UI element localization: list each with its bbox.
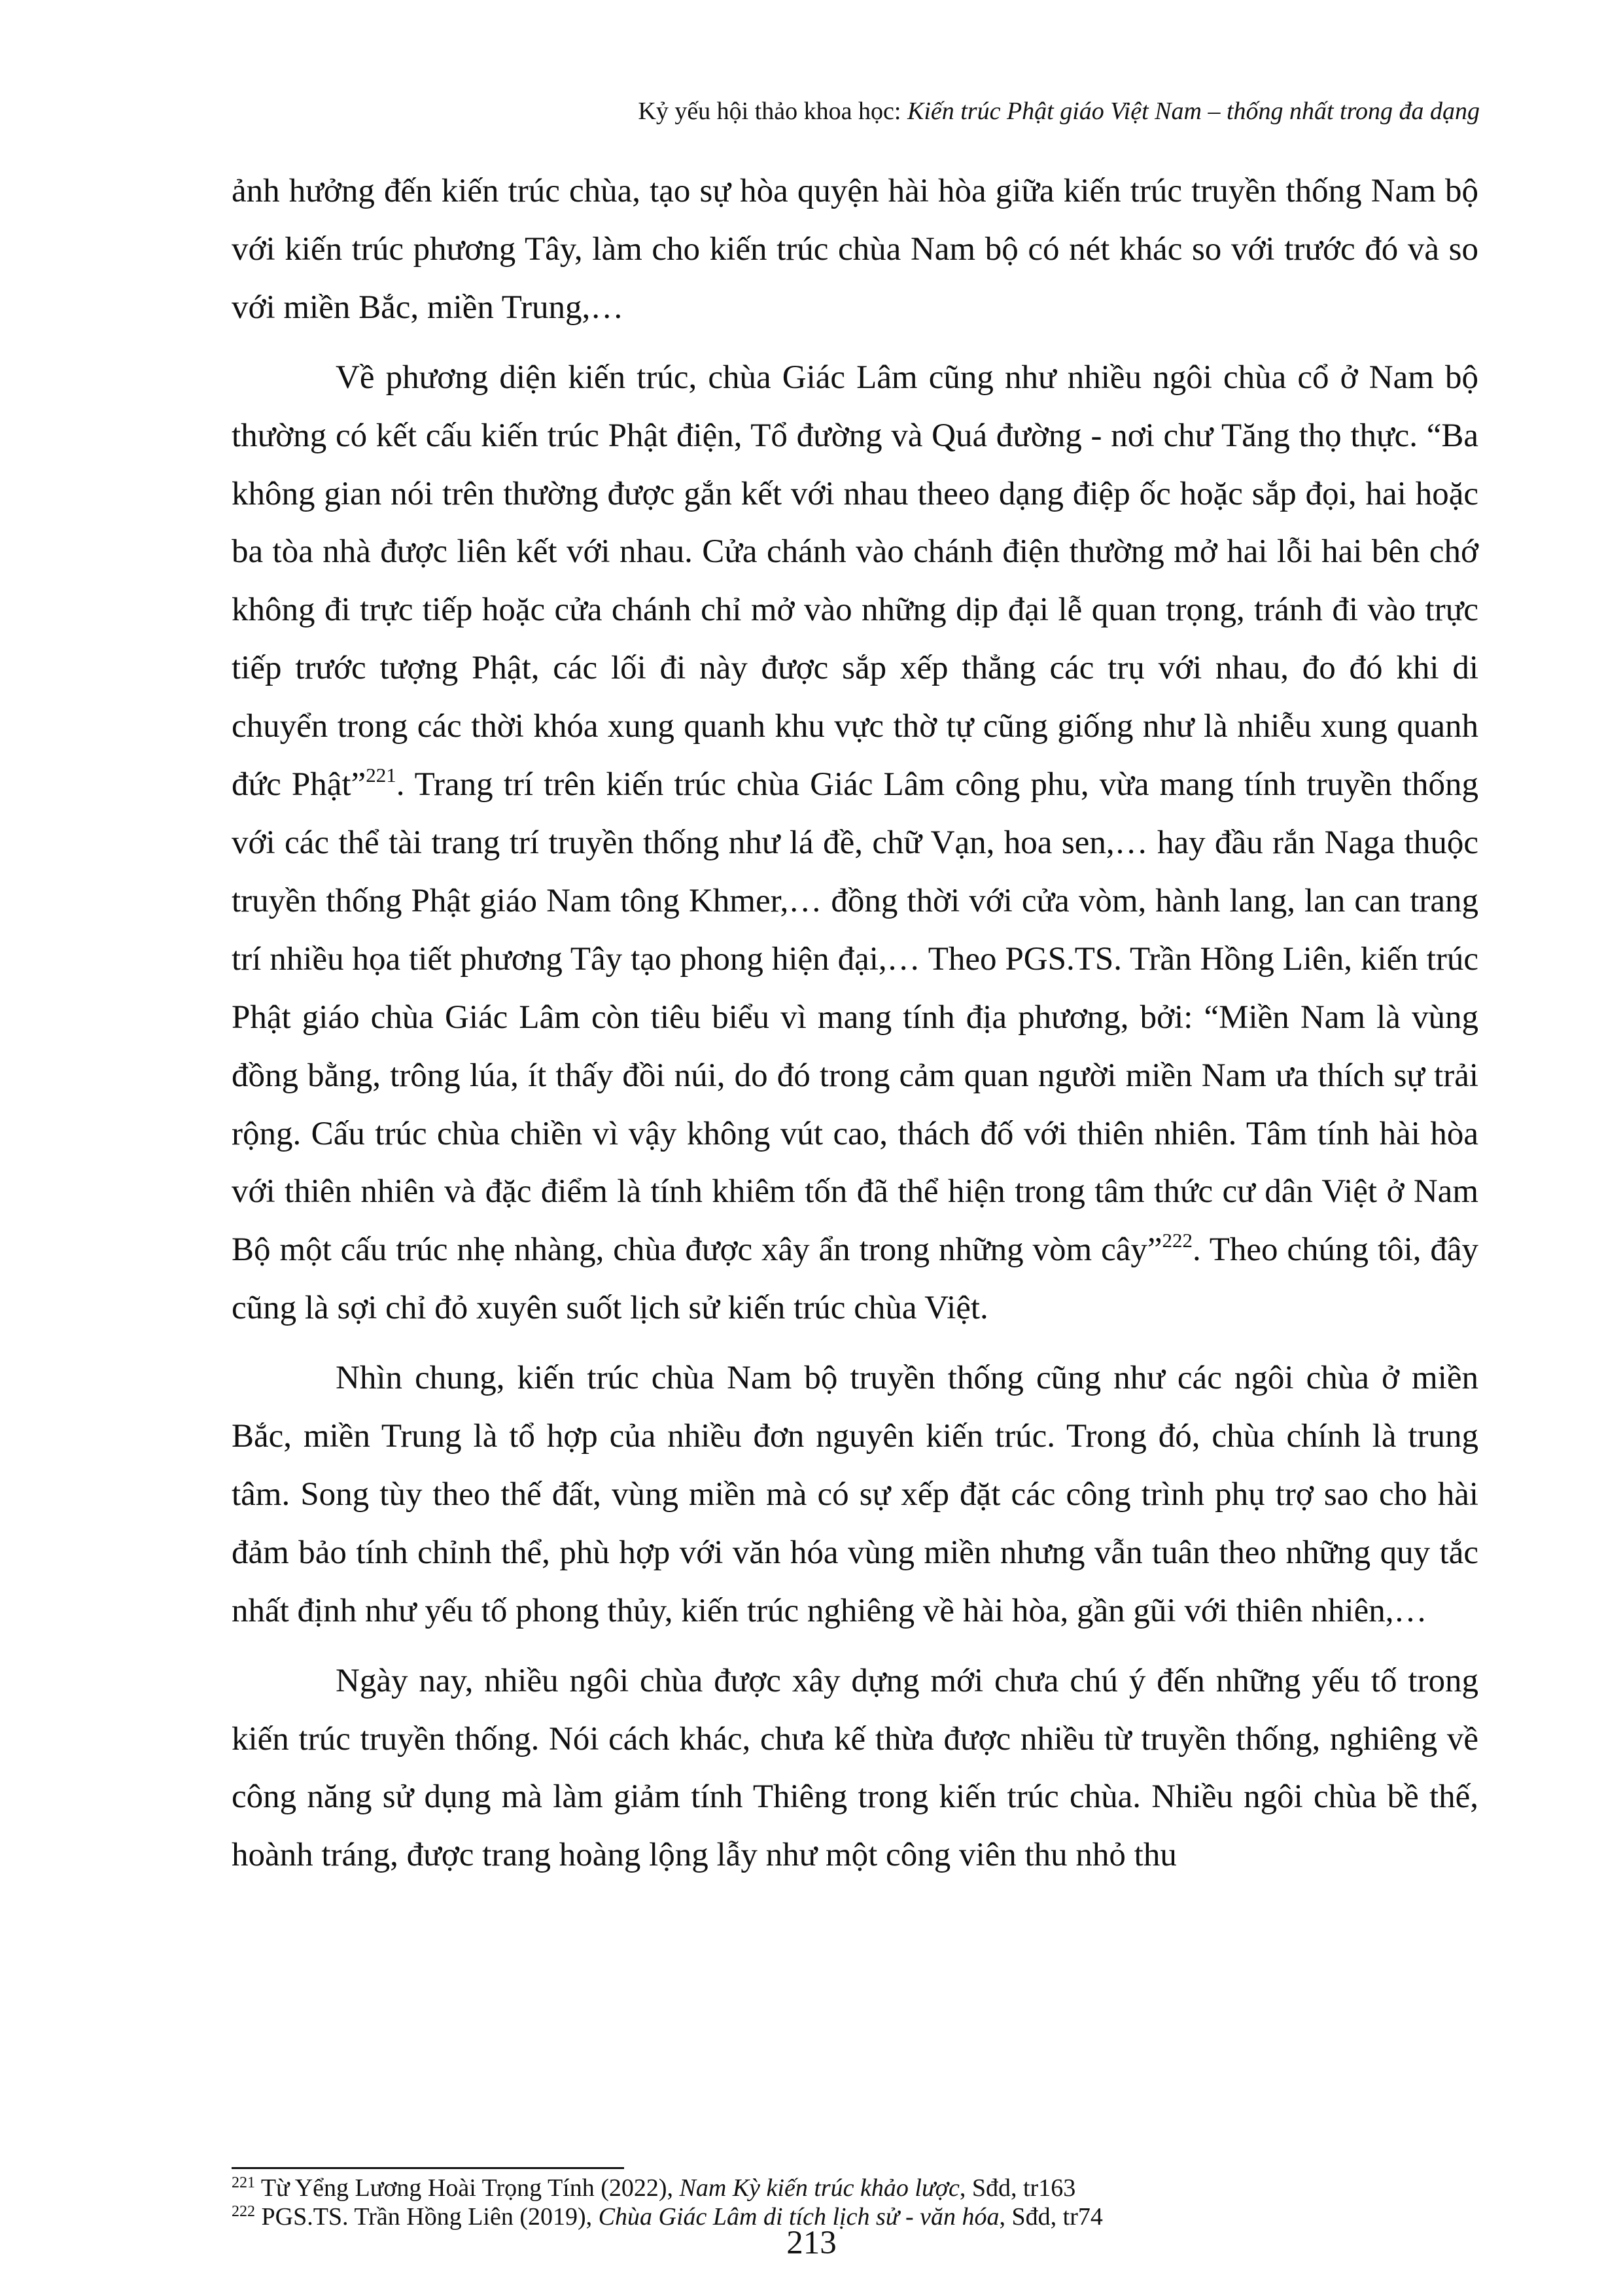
footnote-title: Chùa Giác Lâm di tích lịch sử - văn hóa [598, 2203, 1000, 2231]
footnote-ref-221[interactable]: 221 [366, 764, 396, 787]
page-number: 213 [786, 2225, 837, 2261]
paragraph-2-part-2: . Trang trí trên kiến trúc chùa Giác Lâm công phu, vừa mang tính truyền thống với các thể tài trang trí truyền thống như lá đề, chữ Vạn, hoa sen,… hay đầu rắn Naga thuộc truyền thống Phật giáo Nam tông Khmer,… đồng thời với cửa vòm, hành lang, lan can trang trí nhiều họa tiết phương Tây tạo phong hiện đại,… Theo PGS.TS. Trần Hồng Liên, kiến trúc Phật giáo chùa Giác Lâm còn tiêu biểu vì mang tính địa phương, bởi: “Miền Nam là vùng đồng bằng, trông lúa, ít thấy đồi núi, do đó trong cảm quan người miền Nam ưa thích sự trải rộng. Cấu trúc chùa chiền vì vậy không vút cao, thách đố với thiên nhiên. Tâm tính hài hòa với thiên nhiên và đặc điểm là tính khiêm tốn đã thể hiện trong tâm thức cư dân Việt ở Nam Bộ một cấu trúc nhẹ nhàng, chùa được xây ẩn trong những vòm cây” [232, 766, 1478, 1269]
footnote-text: , Sđd, tr163 [959, 2174, 1076, 2202]
footnote-text: Từ Yểng Lương Hoài Trọng Tính (2022), [255, 2174, 680, 2202]
body-text [232, 162, 1478, 1884]
footnote-221 [232, 2174, 1478, 2202]
paragraph-2-part-1: Về phương diện kiến trúc, chùa Giác Lâm cũng như nhiều ngôi chùa cổ ở Nam bộ thường có kết cấu kiến trúc Phật điện, Tổ đường và Quá đường - nơi chư Tăng thọ thực. “Ba không gian nói trên thường được gắn kết với nhau theeo dạng điệp ốc hoặc sắp đọi, hai hoặc ba tòa nhà được liên kết với nhau. Cửa chánh vào chánh điện thường mở hai lỗi hai bên chớ không đi trực tiếp hoặc cửa chánh chỉ mở vào những dịp đại lễ quan trọng, tránh đi vào trực tiếp trước tượng Phật, các lối đi này được sắp xếp thẳng các trụ với nhau, đo đó khi di chuyển trong các thời khóa xung quanh khu vực thờ tự cũng giống như là nhiễu xung quanh đức Phật” [232, 359, 1478, 804]
footnote-text: , Sđd, tr74 [999, 2203, 1103, 2231]
paragraph-2-part-3: . Theo chúng tôi, đây cũng là sợi chỉ đỏ xuyên suốt lịch sử kiến trúc chùa Việt. [232, 1231, 1479, 1327]
footnote-ref-222[interactable]: 222 [1162, 1229, 1193, 1252]
running-header [638, 96, 1480, 127]
paragraph-3: Nhìn chung, kiến trúc chùa Nam bộ truyền thống cũng như các ngôi chùa ở miền Bắc, miền Trung là tổ hợp của nhiều đơn nguyên kiến trúc. Trong đó, chùa chính là trung tâm. Song tùy theo thế đất, vùng miền mà có sự xếp đặt các công trình phụ trợ sao cho hài đảm bảo tính chỉnh thể, phù hợp với văn hóa vùng miền nhưng vẫn tuân theo những quy tắc nhất định như yếu tố phong thủy, kiến trúc nghiêng về hài hòa, gần gũi với thiên nhiên,… [232, 1360, 1478, 1629]
footnote-number: 222 [232, 2203, 255, 2220]
paragraph-1: ảnh hưởng đến kiến trúc chùa, tạo sự hòa quyện hài hòa giữa kiến trúc truyền thống Nam bộ với kiến trúc phương Tây, làm cho kiến trúc chùa Nam bộ có nét khác so với trước đó và so với miền Bắc, miền Trung,… [232, 173, 1478, 326]
footnotes [232, 2174, 1478, 2231]
footnote-text: PGS.TS. Trần Hồng Liên (2019), [255, 2203, 599, 2231]
footnote-number: 221 [232, 2174, 255, 2191]
paragraph-2 [232, 349, 1478, 1337]
paragraph-4: Ngày nay, nhiều ngôi chùa được xây dựng mới chưa chú ý đến những yếu tố trong kiến trúc truyền thống. Nói cách khác, chưa kế thừa được nhiều từ truyền thống, nghiêng về công năng sử dụng mà làm giảm tính Thiêng trong kiến trúc chùa. Nhiều ngôi chùa bề thế, hoành tráng, được trang hoàng lộng lẫy như một công viên thu nhỏ thu [232, 1662, 1478, 1874]
header-prefix: Kỷ yếu hội thảo khoa học: [638, 97, 907, 125]
header-title: Kiến trúc Phật giáo Việt Nam – thống nhất trong đa dạng [907, 97, 1480, 125]
footnote-title: Nam Kỳ kiến trúc khảo lược [679, 2174, 960, 2202]
footnote-separator [232, 2167, 624, 2169]
